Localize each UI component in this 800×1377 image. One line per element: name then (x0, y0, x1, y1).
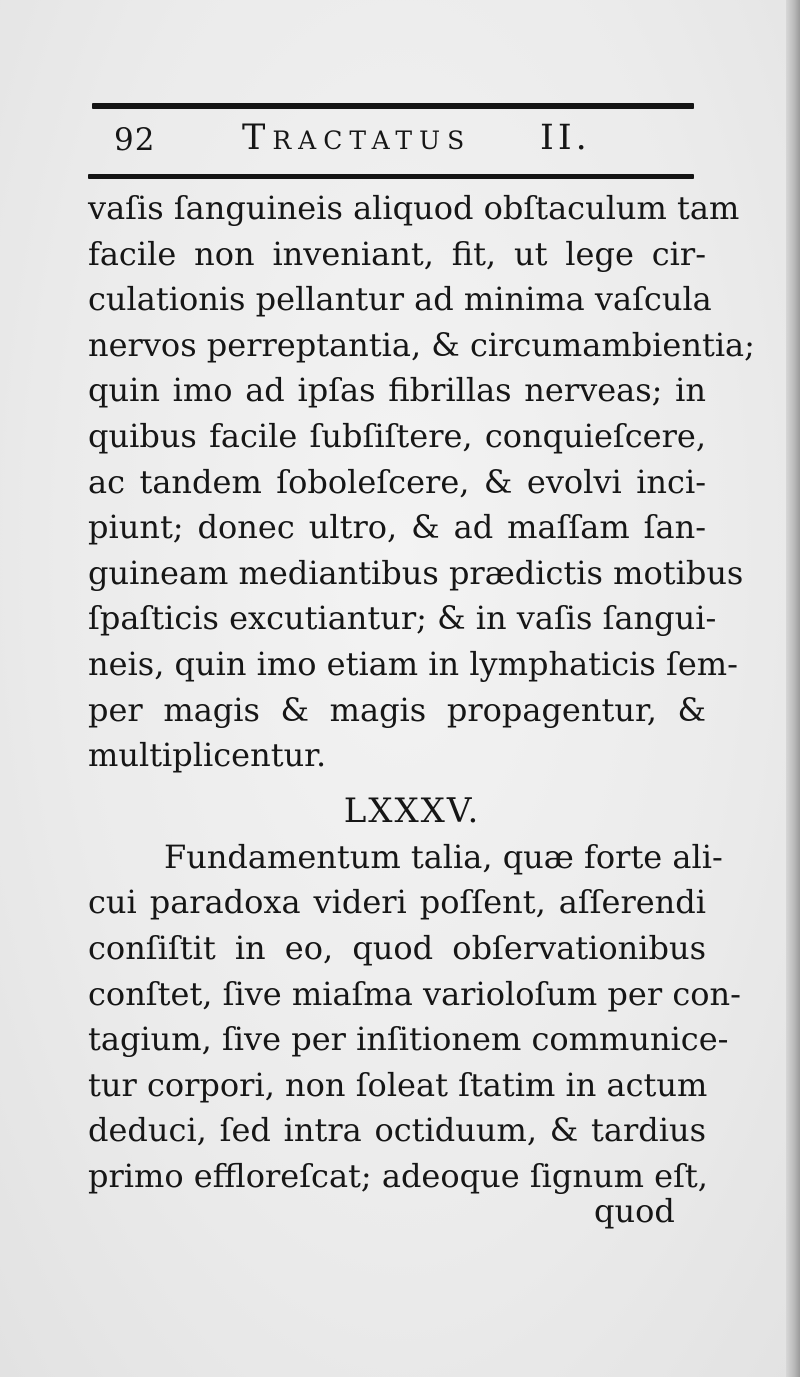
text-line: ſpaſticis excutiantur; & in vaſis ſangui- (88, 599, 717, 638)
text-line: quibus facile ſubſiſtere, conquieſcere, (88, 416, 706, 455)
header-rule-bottom (88, 174, 694, 179)
text-line: conſiſtit in eo, quod obſervationibus (88, 928, 706, 967)
page-number: 92 (114, 122, 156, 158)
text-line: Fundamentum talia, quæ forte ali- (164, 837, 723, 876)
catchword: quod (594, 1192, 675, 1230)
text-line: per magis & magis propagentur, & (88, 690, 706, 729)
text-line: deduci, ſed intra octiduum, & tardius (88, 1111, 706, 1150)
page-edge (786, 0, 800, 1377)
text-line: tur corpori, non ſoleat ſtatim in actum (88, 1065, 708, 1104)
text-line: facile non inveniant, fit, ut lege cir- (88, 234, 706, 273)
part-number: II. (540, 118, 591, 158)
text-line: conſtet, ſive miaſma varioloſum per con- (88, 974, 741, 1013)
text-line: primo effloreſcat; adeoque ſignum eſt, (88, 1156, 708, 1195)
text-line: multiplicentur. (88, 736, 327, 775)
text-line: nervos perreptantia, & circumambientia; (88, 325, 755, 364)
text-line: piunt; donec ultro, & ad maſſam ſan- (88, 508, 706, 547)
text-line: ac tandem ſoboleſcere, & evolvi inci- (88, 462, 706, 501)
text-line: cui paradoxa videri poſſent, aſſerendi (88, 883, 706, 922)
text-line: tagium, ſive per inſitionem communice- (88, 1020, 729, 1059)
header-rule-top (92, 103, 694, 109)
text-line: vaſis ſanguineis aliquod obſtaculum tam (88, 189, 740, 227)
running-head (92, 112, 694, 170)
text-line: culationis pellantur ad minima vaſcula (88, 280, 712, 319)
section-heading: LXXXV. (343, 790, 481, 831)
running-title: Tractatus (242, 118, 472, 158)
body-text (88, 186, 755, 1199)
text-line: quin imo ad ipſas fibrillas nerveas; in (88, 371, 706, 410)
text-line: guineam mediantibus prædictis motibus (88, 553, 744, 592)
text-line: neis, quin imo etiam in lymphaticis ſem- (88, 644, 738, 683)
